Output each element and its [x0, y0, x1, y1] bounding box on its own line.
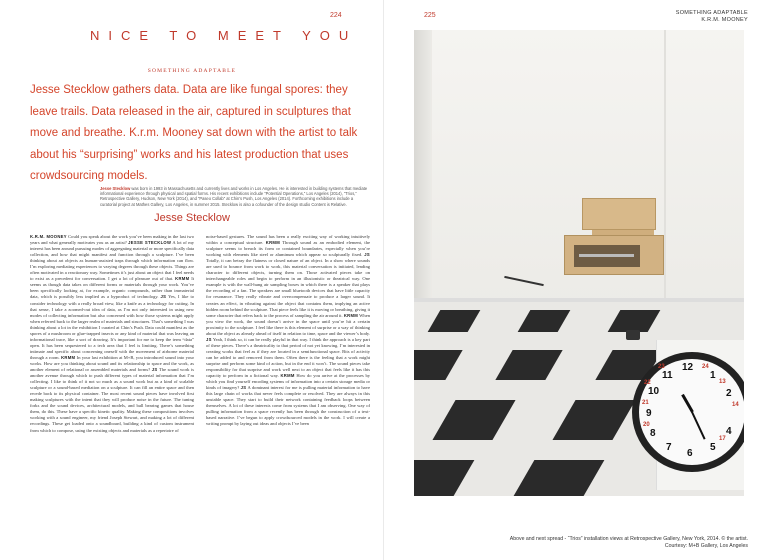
floor-tile — [514, 460, 605, 496]
bio-text: was born in 1993 in Massachusetts and currently lives and works in Los Angeles. He is interested in building systems that mediate informational experience through physical and spatial forms. His recent exhibitions include “Potential Operations,” Los Angeles (2014), “Trios,” Retrospective Gallery, Hudson, New York (2014), and “Paseo Collab” at Chin’s Push, Los Angeles (2014). Forthcoming exhibitions include a curatorial project at Mathes Gallery, Los Angeles, in summer 2015. Stecklow is also a cofounder of the design studio Content is Relative. — [100, 186, 368, 207]
speaker-label: KRMM — [265, 240, 281, 246]
speaker-label: JESSE STECKLOW — [128, 240, 172, 246]
clock-numeral: 7 — [666, 442, 672, 453]
floor-tile — [552, 400, 635, 440]
interview-text: A dominant interest for me is pulling material information to have this large chain of works that never feels complete or resolved. They are always in this unstable space. They start to build their network containing feedback loops between themselves. A lot of these interests come from systems that I am observing. One way of pulling information from a space recently has been through the construction of a text-based narrative. I’ve begun to apply crowdsourced models in the work. I will create a writing prompt by laying out ideas and objects I’ve been — [206, 385, 370, 427]
page-number-left: 224 — [330, 12, 342, 19]
right-page — [384, 0, 768, 560]
clock-numeral: 11 — [662, 370, 673, 381]
clock-numeral: 12 — [682, 362, 694, 373]
page-number-right: 225 — [424, 12, 436, 19]
bio-name: Jesse Stecklow — [100, 186, 131, 191]
speaker-label: JS — [206, 336, 212, 342]
artist-bio — [100, 186, 370, 207]
speaker-label: JS — [160, 294, 167, 300]
wall-corner — [664, 30, 666, 310]
interview-text: Yeah, I think so, it can be really playful in that way. I think the approach is a key part of these pieces. There’s a theatricality to that period of not yet knowing. I’m interested in creating works that feel as if they are located in a semifunctional space. Bits of activity can be added to and removed from them. Often there is the feeling that a work might surprise and perform some kind of action, but in the end it won’t. The sound pieces take responsibility for that surprise and work well next to an object that feels like it has this capacity to perform in a fictional way. — [206, 336, 370, 379]
caption-line-2: Courtesy: M+B Gallery, Los Angeles — [664, 543, 748, 549]
interview-column-2 — [206, 234, 370, 554]
floor-tile — [518, 310, 571, 332]
installation-photo — [414, 30, 744, 496]
clock-numeral-24h: 20 — [643, 422, 650, 428]
clock-numeral: 10 — [648, 386, 660, 397]
interview-columns — [30, 234, 370, 554]
speaker-label: JS — [151, 367, 158, 373]
clock-numeral: 1 — [710, 370, 716, 381]
caption-line-1: Above and next spread - “Trios” installation views at Retrospective Gallery, New York, 2014. © the artist. — [509, 536, 748, 542]
interview-text: Yes, I like to consider technology with a really broad view, like a knife as a technology for cutting. In that sense, I take a zoomed-out idea of data, as I’m not only interested in using new modes of collecting information but also concerned with how those systems might apply when referred back to the larger realm of materials and structures. That’s something I was thinking about a lot in the exhibition I curated at Chin’s Push. Data could manifest as the spores of a mushroom or glue-trapped insects or any kind of material that was leaving an informational trace, like a sort of drawing. It’s important for me to keep the term “data” open. It has been sequestered to a tech area that I feel is limiting. There’s something intimate and specific about concerning oneself with the movement of airborne material through a room. — [30, 294, 194, 360]
speaker-label: KRMM — [343, 312, 359, 318]
interview-text: Through sound as an embodied element, the sculpture seems to breach its form or contained boundaries, especially when you’re working with elements like steel or aluminum which appear so sculpturally fixed. — [206, 240, 370, 258]
interview-text: The sound work is another avenue through which to push different types of material information that I’m collecting. I like to think of it not so much as a sound work but as a kind of scalable sculpture or a sound-based mediation on a sculpture. It can fill an entire space and then recede back to its physical container. The most recent sound pieces have involved first making sculptures with the intent that they will produce noise in the future. The tuning forks and the sound devices, architectural models, and ball bearing games that house them, do this. These have a specific kinetic quality. Making these compositions involves working with a sound engineer, my friend Joseph Stewart, and making a lot of different recordings. These get loaded onto a soundboard, building a kind of custom instrument from which to compose, using the existing objects and materials as a repertoire of — [30, 367, 194, 433]
interview-name-heading: Jesse Stecklow — [154, 212, 230, 224]
interview-text: Totally, it can betray the flatness or closed nature of an object. In a show where sounds are used to bounce from work to work, this material conversation is initiated, lending character to different objects, turning them on. Those activated pieces take on interchangeable roles and begin to perform in an illusionistic or theatrical way. One example is with the wall-hung air sampling boxes in which there is a speaker that plays the recording of a fan. The speakers are small bluetooth devices that have little capacity for resonance. They really vibrate and overcompensate to produce a larger sound. It creates an effect, in vibrating against the object that contains them, implying an active hidden room behind the sculpture. That piece feels like it is moving or breathing, giving it some character that refers back to the process of sampling the air around it. — [206, 258, 370, 318]
interview-text: When you view the work, the sound doesn’t arrive in the space until you’re hit a certain proximity to the sculpture. I feel like there is this element of surprise or a way of thinking about the object as already ahead of itself in relation to time, space and the viewer’s body. — [206, 312, 370, 336]
floor-tile — [608, 310, 661, 332]
clock-numeral-24h: 21 — [642, 400, 649, 406]
clock-numeral: 6 — [687, 448, 693, 459]
running-head-author: K.R.M. MOONEY — [701, 17, 748, 23]
interview-text: In your last exhibition at M+B, you introduced sound into your works. How are you thinking about sound and its relationship to space and the work, as another element of relational or assembled materials and forms? — [30, 354, 194, 373]
clock-numeral-24h: 23 — [658, 364, 665, 370]
speaker-label: KRMM — [280, 373, 295, 379]
interview-column-1 — [30, 234, 194, 554]
floor-tile — [414, 460, 474, 496]
clock-numeral-24h: 24 — [702, 364, 709, 370]
floor-tile — [414, 350, 463, 380]
floor-tile — [495, 350, 562, 380]
speaker-label: JS — [364, 252, 370, 258]
running-head — [676, 10, 748, 24]
speaker-label: KRMM — [175, 276, 190, 282]
floor-tile — [428, 310, 481, 332]
section-label: SOMETHING ADAPTABLE — [147, 68, 237, 74]
floor-tile — [432, 400, 515, 440]
speaker-label: JS — [240, 385, 247, 391]
speaker-label: K.R.M. MOONEY — [30, 234, 67, 239]
clock-numeral-24h: 14 — [732, 402, 739, 408]
clock-numeral: 2 — [726, 388, 732, 399]
running-head-section: SOMETHING ADAPTABLE — [675, 10, 748, 16]
speaker-label: KRMM — [61, 354, 76, 360]
baseboard — [414, 298, 744, 302]
interview-text: Could you speak about the work you’ve been making in the last two years and what generally motivates you as an artist? — [30, 234, 194, 246]
clock-numeral: 4 — [726, 426, 732, 437]
wooden-box-upper — [582, 198, 656, 230]
speaker-icon — [626, 330, 640, 340]
clock-numeral-24h: 17 — [719, 436, 726, 442]
clock-numeral: 5 — [710, 442, 716, 453]
clock-numeral: 9 — [646, 408, 652, 419]
clock-numeral-24h: 13 — [719, 379, 726, 385]
clock-numeral-24h: 22 — [644, 380, 651, 386]
clock-numeral: 8 — [650, 428, 656, 439]
interview-text: noise-based gestures. The sound has been a really exciting way of working intuitively within a conceptual structure. — [206, 234, 370, 246]
photo-caption — [384, 536, 748, 550]
interview-text: A lot of my interest has been around pursuing modes of aggregating material or more specifically data collection, and how that might manifest and function through a sculpture. I’ve been thinking about art objects as human-assisted traps through which information can flow. I’m exploring mediating experiences to varying degrees through these objects. Things are often motivated in a reactionary way. Sometimes it’s just about an object that I feel needs to exist as a precedent for conversation. I get a lot of pleasure out of that. — [30, 240, 194, 282]
interview-paragraph — [206, 234, 370, 428]
interview-paragraph — [30, 234, 194, 434]
interview-text: It seems as though data takes on different forms or materials through your work. You’ve been specifically looking at, for example, organic compounds, rather than immaterial data, which is possibly less implied as a byproduct of technology. — [30, 276, 194, 300]
interview-text: How do you arrive at the processes by which you find yourself encoding systems of information into a certain storage media or kinds of imagery? — [206, 373, 370, 391]
wall-shadow — [414, 30, 432, 320]
article-deck: Jesse Stecklow gathers data. Data are like fungal spores: they leave trails. Data released in the air, captured in sculptures that move and breathe. K.r.m. Mooney sat down with the artist to talk about his “surprising” works and his latest production that uses crowdsourcing models. — [30, 84, 358, 182]
metal-rod — [579, 254, 634, 257]
series-title: NICE TO MEET YOU — [90, 28, 358, 43]
